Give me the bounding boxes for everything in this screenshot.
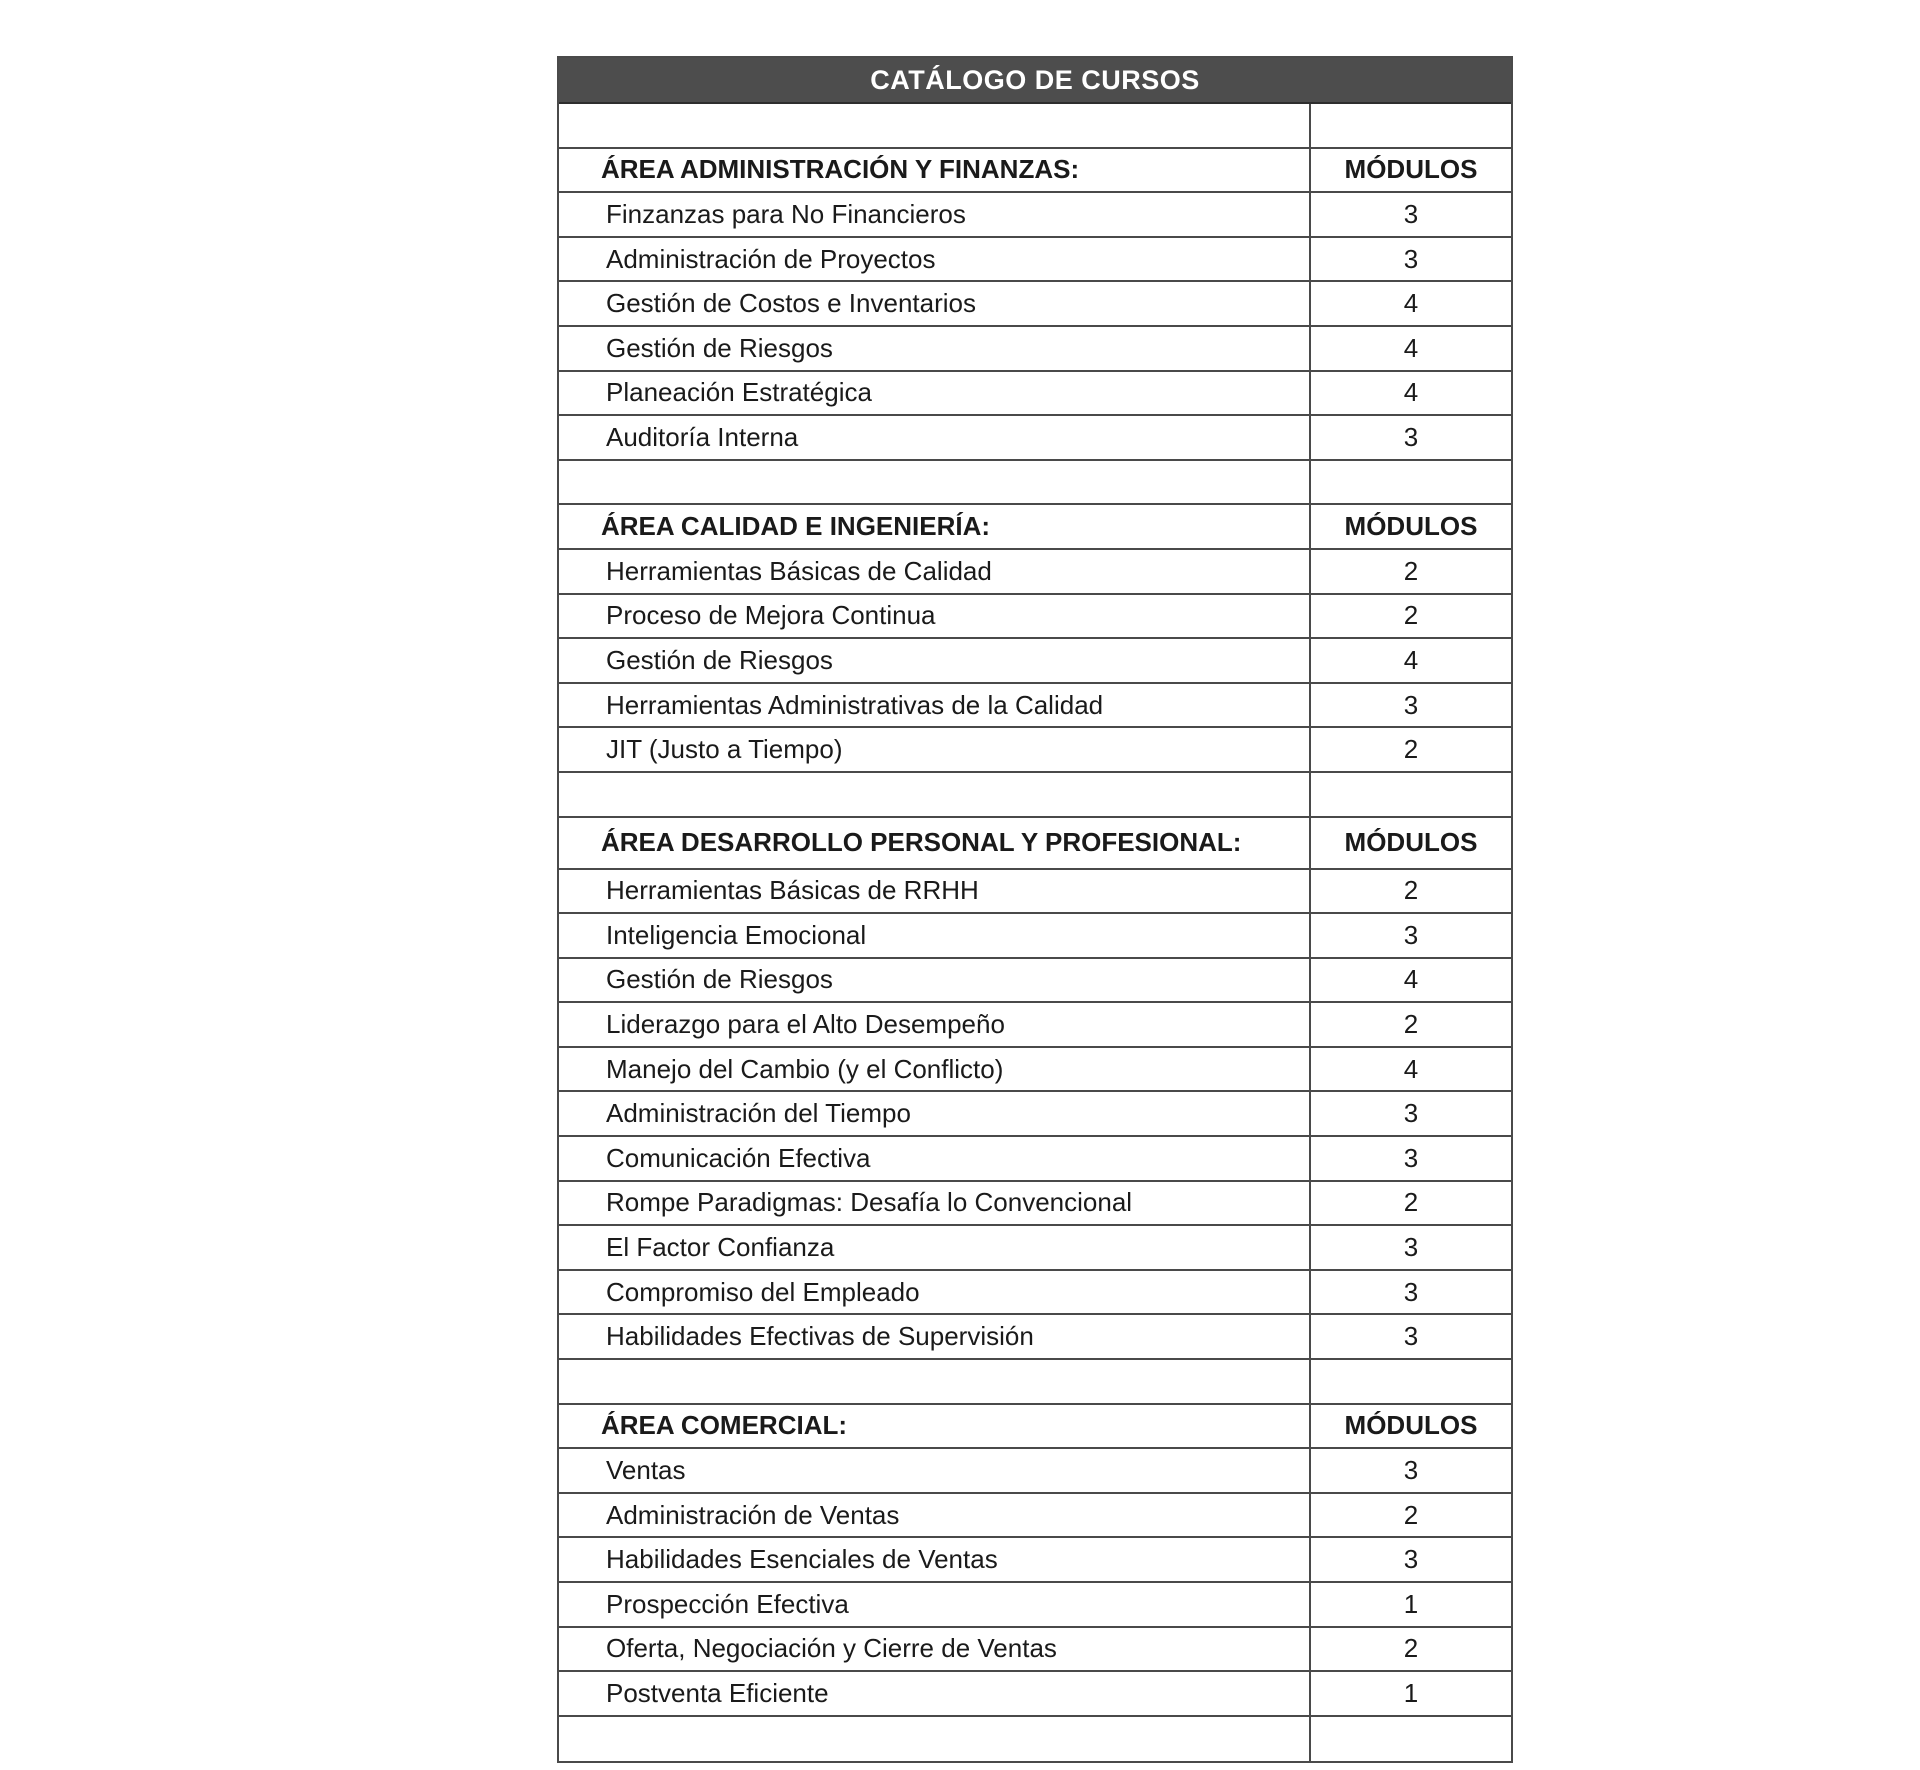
- course-name: Comunicación Efectiva: [559, 1137, 1311, 1180]
- course-modules: 4: [1403, 332, 1419, 363]
- course-row: [559, 684, 1511, 729]
- course-name: Compromiso del Empleado: [559, 1271, 1311, 1314]
- blank-row: [559, 461, 1511, 506]
- course-modules: 2: [1403, 1633, 1419, 1664]
- course-name: Gestión de Costos e Inventarios: [559, 282, 1311, 325]
- course-name: Gestión de Riesgos: [559, 639, 1311, 682]
- section-title: ÁREA ADMINISTRACIÓN Y FINANZAS:: [559, 149, 1311, 192]
- blank-cell: [559, 773, 1311, 816]
- section-header-row: [559, 505, 1511, 550]
- course-modules: 3: [1403, 421, 1419, 452]
- course-modules: 4: [1403, 288, 1419, 319]
- course-row: [559, 1538, 1511, 1583]
- course-name: Prospección Efectiva: [559, 1583, 1311, 1626]
- course-modules: 2: [1403, 734, 1419, 765]
- course-modules: 3: [1403, 1098, 1419, 1129]
- course-modules: 3: [1403, 198, 1419, 229]
- course-catalog-table: [557, 56, 1513, 1763]
- course-row: [559, 1137, 1511, 1182]
- course-name: Ventas: [559, 1449, 1311, 1492]
- blank-cell: [1311, 1717, 1511, 1762]
- course-row: [559, 193, 1511, 238]
- course-name: Planeación Estratégica: [559, 372, 1311, 415]
- course-modules: 2: [1403, 1187, 1419, 1218]
- course-modules: 4: [1403, 644, 1419, 675]
- course-row: [559, 1494, 1511, 1539]
- blank-cell: [559, 1717, 1311, 1762]
- course-name: Proceso de Mejora Continua: [559, 595, 1311, 638]
- catalog-title: CATÁLOGO DE CURSOS: [559, 58, 1511, 104]
- course-modules: 2: [1403, 1499, 1419, 1530]
- course-row: [559, 550, 1511, 595]
- course-row: [559, 1182, 1511, 1227]
- course-name: Administración de Ventas: [559, 1494, 1311, 1537]
- course-modules: 3: [1403, 1276, 1419, 1307]
- course-modules: 3: [1403, 1544, 1419, 1575]
- blank-row: [559, 773, 1511, 818]
- course-row: [559, 1672, 1511, 1717]
- course-modules: 1: [1403, 1677, 1419, 1708]
- course-name: Herramientas Administrativas de la Calidad: [559, 684, 1311, 727]
- section-title: ÁREA COMERCIAL:: [559, 1405, 1311, 1448]
- section-header-row: [559, 149, 1511, 194]
- course-row: [559, 327, 1511, 372]
- course-name: El Factor Confianza: [559, 1226, 1311, 1269]
- blank-cell: [1311, 104, 1511, 147]
- course-name: Postventa Eficiente: [559, 1672, 1311, 1715]
- course-name: Administración de Proyectos: [559, 238, 1311, 281]
- course-row: [559, 1315, 1511, 1360]
- modules-column-header: MÓDULOS: [1344, 511, 1478, 542]
- course-row: [559, 914, 1511, 959]
- modules-column-header: MÓDULOS: [1344, 154, 1478, 185]
- course-row: [559, 238, 1511, 283]
- blank-row: [559, 1717, 1511, 1762]
- blank-cell: [1311, 773, 1511, 816]
- course-modules: 3: [1403, 1142, 1419, 1173]
- course-row: [559, 1449, 1511, 1494]
- course-modules: 4: [1403, 964, 1419, 995]
- course-modules: 2: [1403, 1009, 1419, 1040]
- course-name: Auditoría Interna: [559, 416, 1311, 459]
- course-row: [559, 639, 1511, 684]
- section-title: ÁREA CALIDAD E INGENIERÍA:: [559, 505, 1311, 548]
- catalog-rows: [559, 104, 1511, 1761]
- course-modules: 3: [1403, 1321, 1419, 1352]
- course-row: [559, 870, 1511, 915]
- blank-row: [559, 1360, 1511, 1405]
- course-name: Manejo del Cambio (y el Conflicto): [559, 1048, 1311, 1091]
- course-name: Oferta, Negociación y Cierre de Ventas: [559, 1628, 1311, 1671]
- course-row: [559, 728, 1511, 773]
- course-row: [559, 372, 1511, 417]
- course-modules: 3: [1403, 243, 1419, 274]
- course-name: Herramientas Básicas de Calidad: [559, 550, 1311, 593]
- course-name: Gestión de Riesgos: [559, 327, 1311, 370]
- course-row: [559, 282, 1511, 327]
- course-name: Administración del Tiempo: [559, 1092, 1311, 1135]
- section-header-row: [559, 818, 1511, 870]
- course-modules: 3: [1403, 1232, 1419, 1263]
- course-name: Finzanzas para No Financieros: [559, 193, 1311, 236]
- course-row: [559, 1271, 1511, 1316]
- blank-cell: [1311, 1360, 1511, 1403]
- course-row: [559, 416, 1511, 461]
- course-modules: 1: [1403, 1588, 1419, 1619]
- course-row: [559, 1226, 1511, 1271]
- course-name: JIT (Justo a Tiempo): [559, 728, 1311, 771]
- course-modules: 3: [1403, 919, 1419, 950]
- blank-cell: [559, 461, 1311, 504]
- course-modules: 3: [1403, 1455, 1419, 1486]
- blank-cell: [559, 1360, 1311, 1403]
- course-row: [559, 1628, 1511, 1673]
- course-modules: 2: [1403, 555, 1419, 586]
- course-name: Herramientas Básicas de RRHH: [559, 870, 1311, 913]
- course-name: Inteligencia Emocional: [559, 914, 1311, 957]
- course-name: Liderazgo para el Alto Desempeño: [559, 1003, 1311, 1046]
- course-row: [559, 1003, 1511, 1048]
- course-modules: 4: [1403, 377, 1419, 408]
- blank-cell: [1311, 461, 1511, 504]
- course-modules: 4: [1403, 1053, 1419, 1084]
- modules-column-header: MÓDULOS: [1344, 827, 1478, 857]
- course-modules: 2: [1403, 600, 1419, 631]
- course-row: [559, 1583, 1511, 1628]
- section-header-row: [559, 1405, 1511, 1450]
- blank-row: [559, 104, 1511, 149]
- course-row: [559, 959, 1511, 1004]
- course-modules: 2: [1403, 875, 1419, 906]
- course-row: [559, 595, 1511, 640]
- course-row: [559, 1048, 1511, 1093]
- course-modules: 3: [1403, 689, 1419, 720]
- course-name: Rompe Paradigmas: Desafía lo Convencional: [559, 1182, 1311, 1225]
- modules-column-header: MÓDULOS: [1344, 1410, 1478, 1441]
- course-name: Gestión de Riesgos: [559, 959, 1311, 1002]
- blank-cell: [559, 104, 1311, 147]
- course-name: Habilidades Esenciales de Ventas: [559, 1538, 1311, 1581]
- course-row: [559, 1092, 1511, 1137]
- course-name: Habilidades Efectivas de Supervisión: [559, 1315, 1311, 1358]
- section-title: ÁREA DESARROLLO PERSONAL Y PROFESIONAL:: [559, 818, 1311, 868]
